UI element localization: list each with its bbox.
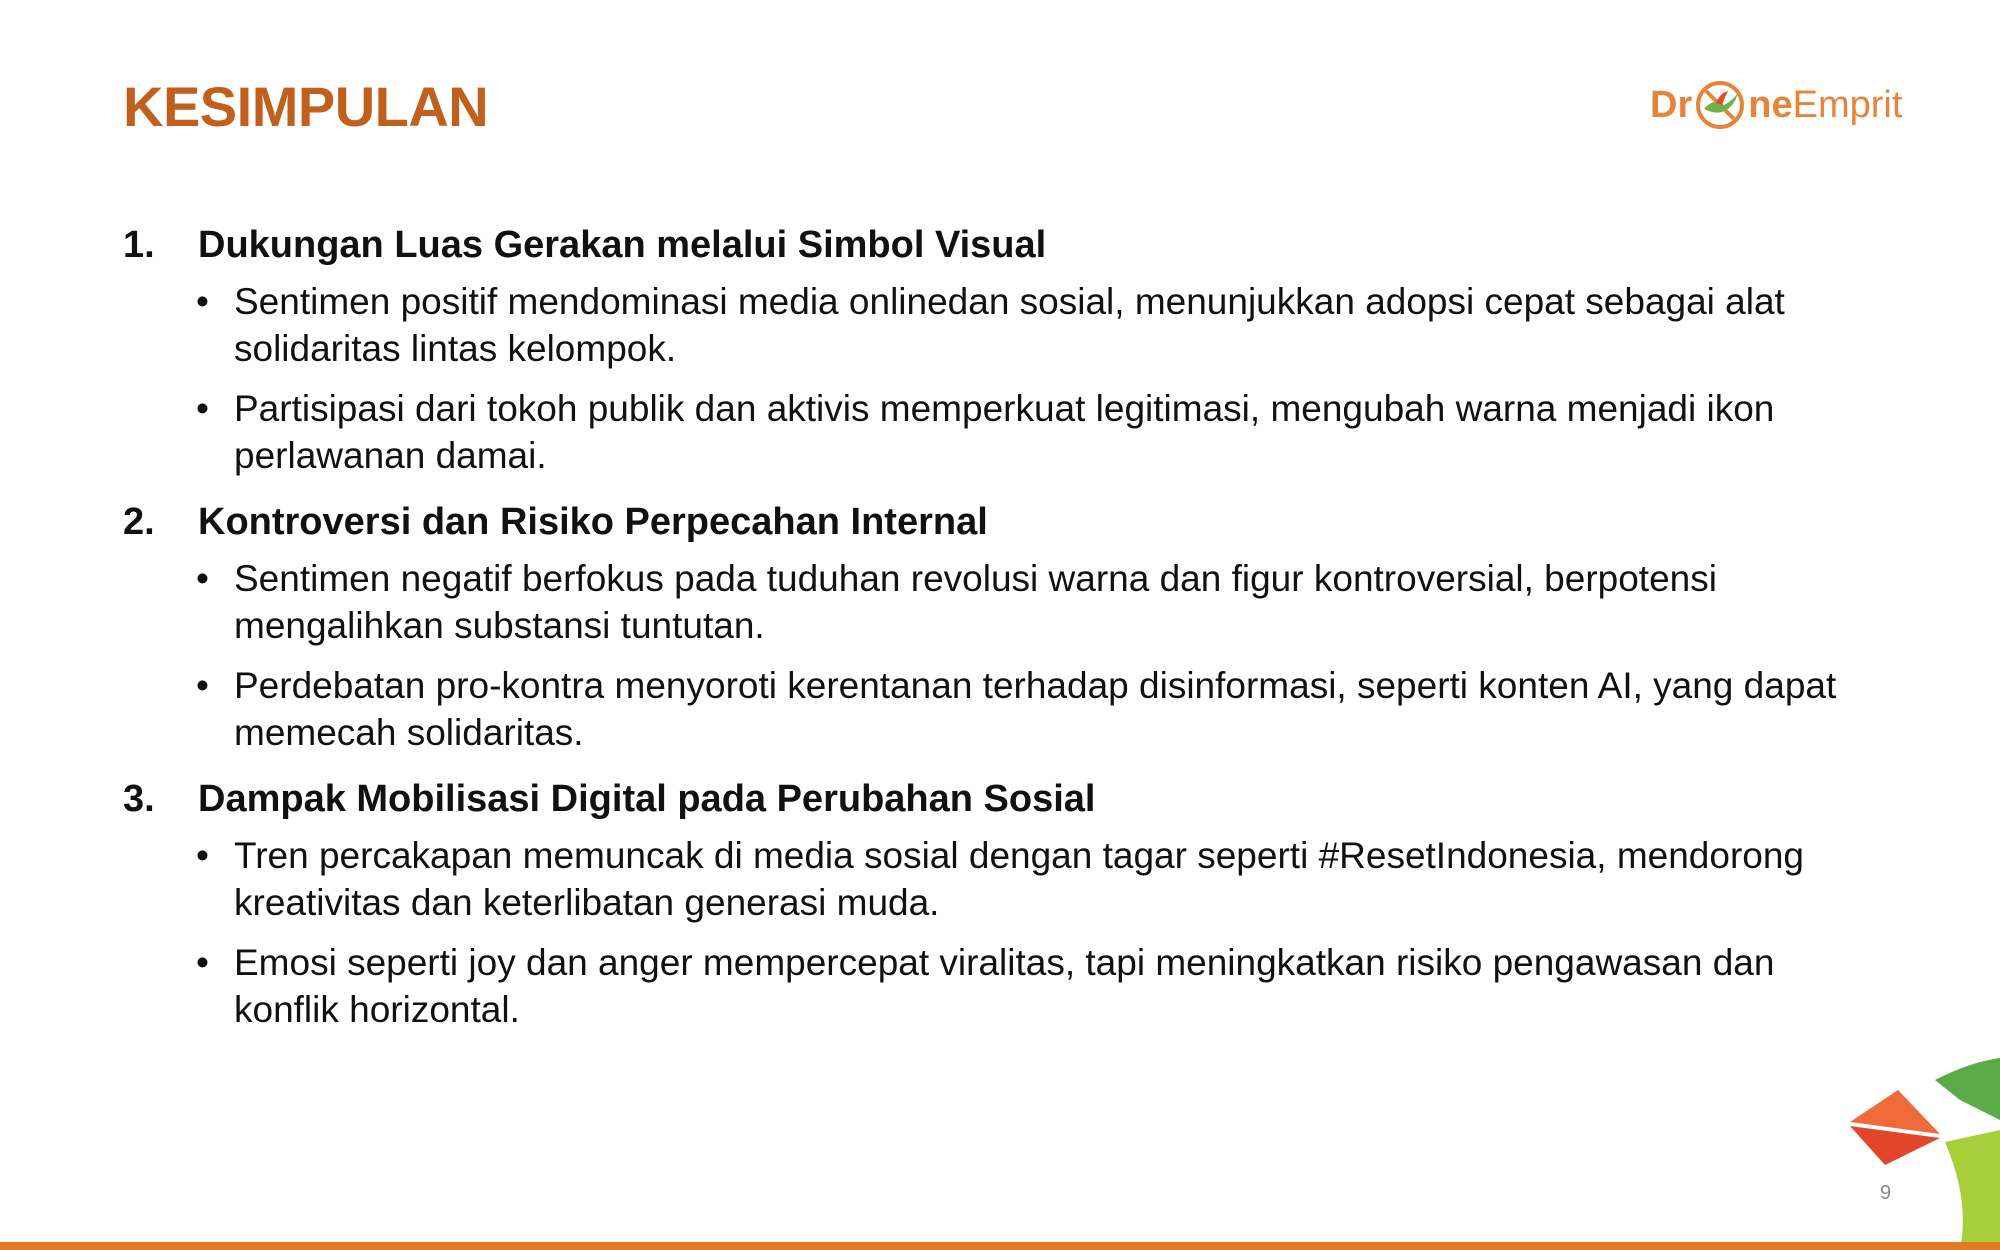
bullet-item bbox=[123, 385, 1883, 479]
logo-text-emprit: Emprit bbox=[1792, 83, 1903, 126]
section-3 bbox=[123, 774, 1883, 1033]
bullet-text: Perdebatan pro-kontra menyoroti kerentanan terhadap disinformasi, seperti konten AI, yang dapat memecah solidaritas. bbox=[234, 665, 1837, 753]
bottom-accent-bar bbox=[0, 1242, 2000, 1250]
bullet-icon: • bbox=[196, 558, 209, 599]
conclusion-list bbox=[123, 220, 1883, 1051]
bullet-text: Emosi seperti joy dan anger mempercepat viralitas, tapi meningkatkan risiko pengawasan dan konflik horizontal. bbox=[234, 942, 1775, 1030]
bullet-item bbox=[123, 278, 1883, 372]
bullet-item bbox=[123, 555, 1883, 649]
decorative-corner-shapes bbox=[1840, 1050, 2000, 1250]
bullet-text: Tren percakapan memuncak di media sosial dengan tagar seperti #ResetIndonesia, mendorong kreativitas dan keterlibatan generasi muda. bbox=[234, 835, 1805, 923]
section-2 bbox=[123, 497, 1883, 756]
bullet-item bbox=[123, 662, 1883, 756]
section-heading: Dampak Mobilisasi Digital pada Perubahan Sosial bbox=[198, 778, 1096, 820]
bullet-icon: • bbox=[196, 942, 209, 983]
bullet-icon: • bbox=[196, 835, 209, 876]
bird-logo-icon bbox=[1694, 79, 1746, 131]
drone-emprit-logo bbox=[1650, 70, 1920, 140]
bullet-item bbox=[123, 832, 1883, 926]
bullet-text: Sentimen negatif berfokus pada tuduhan revolusi warna dan figur kontroversial, berpotensi mengalihkan substansi tuntutan. bbox=[234, 558, 1717, 646]
bullet-text: Sentimen positif mendominasi media onlinedan sosial, menunjukkan adopsi cepat sebagai alat solidaritas lintas kelompok. bbox=[234, 281, 1785, 369]
section-heading: Dukungan Luas Gerakan melalui Simbol Visual bbox=[198, 224, 1047, 266]
bullet-icon: • bbox=[196, 665, 209, 706]
bullet-icon: • bbox=[196, 281, 209, 322]
bullet-icon: • bbox=[196, 388, 209, 429]
section-number: 2. bbox=[123, 501, 155, 543]
page-number: 9 bbox=[1880, 1182, 1892, 1204]
bullet-text: Partisipasi dari tokoh publik dan aktivis memperkuat legitimasi, mengubah warna menjadi ikon perlawanan damai. bbox=[234, 388, 1775, 476]
logo-text-dr: Dr bbox=[1650, 83, 1693, 126]
bullet-item bbox=[123, 939, 1883, 1033]
section-number: 3. bbox=[123, 778, 155, 820]
slide-title: KESIMPULAN bbox=[123, 75, 489, 138]
section-number: 1. bbox=[123, 224, 155, 266]
section-heading: Kontroversi dan Risiko Perpecahan Internal bbox=[198, 501, 988, 543]
logo-text-ne: ne bbox=[1748, 83, 1793, 126]
section-1 bbox=[123, 220, 1883, 479]
